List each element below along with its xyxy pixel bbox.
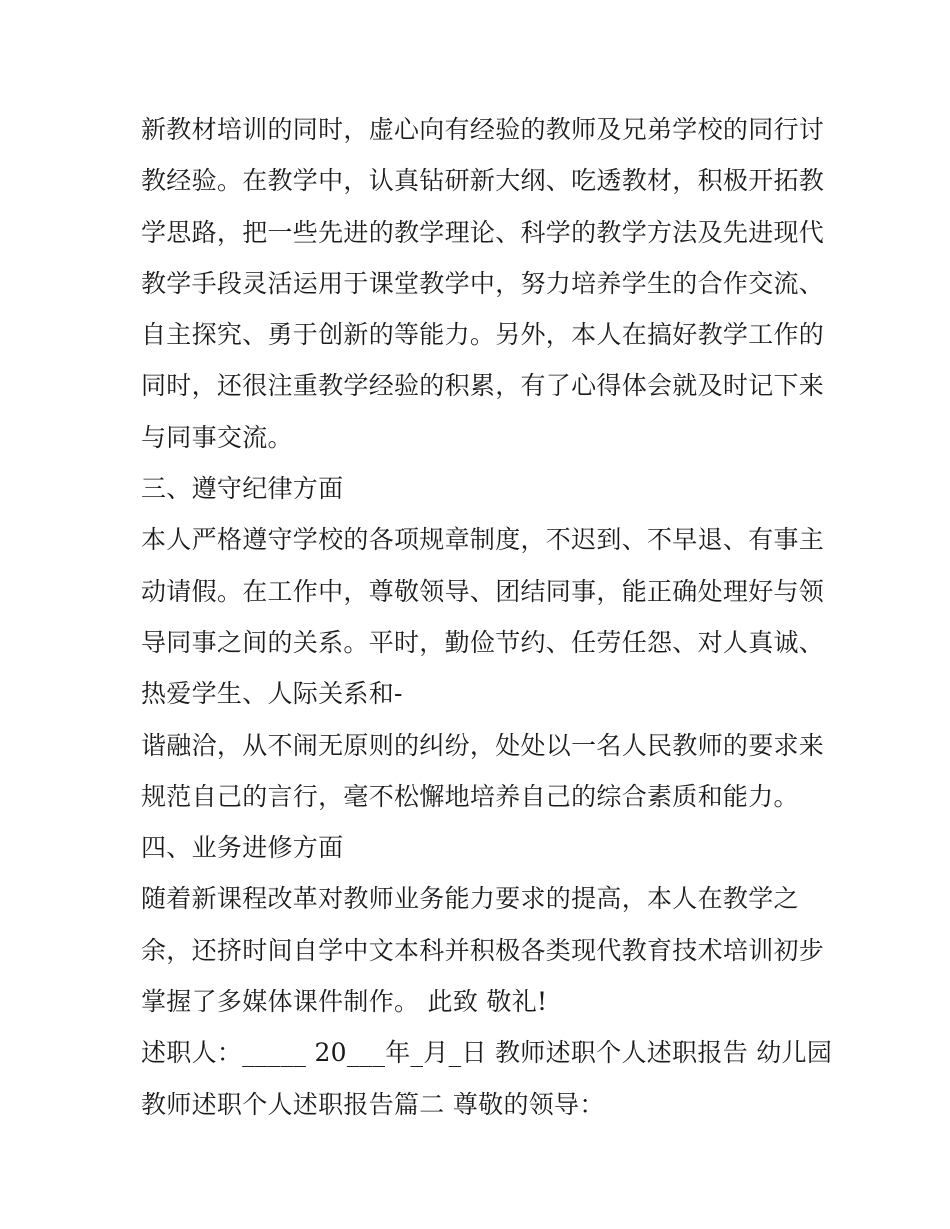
text-line: 余，还挤时间自学中文本科并积极各类现代教育技术培训初步 xyxy=(141,935,825,965)
text-line: 本人严格遵守学校的各项规章制度，不迟到、不早退、有事主 xyxy=(141,525,825,555)
document-body xyxy=(141,104,833,1130)
section-heading: 四、业务进修方面 xyxy=(141,833,344,863)
text-line: 导同事之间的关系。平时，勤俭节约、任劳任怨、对人真诚、 xyxy=(141,627,825,657)
text-line: 掌握了多媒体课件制作。 此致 敬礼! xyxy=(141,987,548,1017)
text-line: 动请假。在工作中，尊敬领导、团结同事，能正确处理好与领 xyxy=(141,576,825,606)
text-line: 与同事交流。 xyxy=(141,422,293,452)
text-line: 教师述职个人述职报告篇二 尊敬的领导： xyxy=(141,1089,605,1119)
text-line: 热爱学生、人际关系和- xyxy=(141,679,403,709)
text-line: 教经验。在教学中，认真钻研新大纲、吃透教材，积极开拓教 xyxy=(141,166,825,196)
text-line: 学思路，把一些先进的教学理论、科学的教学方法及先进现代 xyxy=(141,217,825,247)
text-line: 新教材培训的同时，虚心向有经验的教师及兄弟学校的同行讨 xyxy=(141,115,825,144)
text-line: 随着新课程改革对教师业务能力要求的提高，本人在教学之 xyxy=(141,884,799,914)
text-line: 教学手段灵活运用于课堂教学中，努力培养学生的合作交流、 xyxy=(141,268,825,298)
text-line: 规范自己的言行，毫不松懈地培养自己的综合素质和能力。 xyxy=(141,781,799,811)
text-line: 自主探究、勇于创新的等能力。另外，本人在搞好教学工作的 xyxy=(141,320,825,350)
text-line: 同时，还很注重教学经验的积累，有了心得体会就及时记下来 xyxy=(141,371,825,401)
text-line: 述职人：_____ 20___年_月_日 教师述职个人述职报告 幼儿园 xyxy=(141,1038,833,1068)
section-heading: 三、遵守纪律方面 xyxy=(141,474,344,504)
text-line: 谐融洽，从不闹无原则的纠纷，处处以一名人民教师的要求来 xyxy=(141,730,825,760)
